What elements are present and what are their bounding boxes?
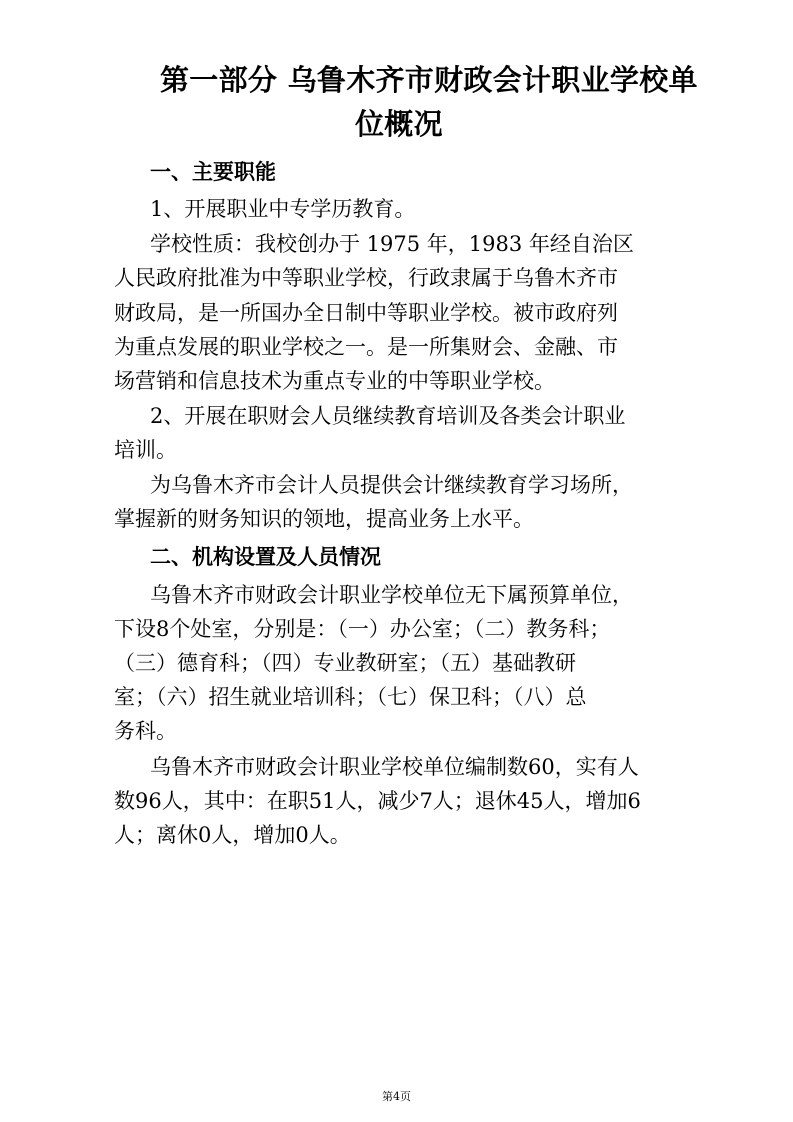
paragraph-line: 人民政府批准为中等职业学校，行政隶属于乌鲁木齐市: [114, 266, 618, 290]
page-title-line-2: 位概况: [355, 107, 443, 141]
paragraph-line: 室；（六）招生就业培训科；（七）保卫科；（八）总: [114, 685, 587, 709]
paragraph-line: 乌鲁木齐市财政会计职业学校单位无下属预算单位，: [150, 583, 633, 607]
paragraph-line: 为重点发展的职业学校之一。是一所集财会、金融、市: [114, 335, 618, 359]
section-heading-functions: 一、主要职能: [150, 160, 276, 184]
paragraph-line: 为乌鲁木齐市会计人员提供会计继续教育学习场所，: [150, 473, 633, 497]
paragraph-line: 数96人，其中：在职51人，减少7人；退休45人，增加6: [114, 789, 641, 813]
section-heading-organization: 二、机构设置及人员情况: [150, 545, 381, 569]
paragraph-line: 财政局，是一所国办全日制中等职业学校。被市政府列: [114, 301, 618, 325]
paragraph-line: （三）德育科；（四）专业教研室；（五）基础教研: [114, 651, 576, 675]
paragraph-line: 培训。: [114, 438, 177, 462]
paragraph-line: 场营销和信息技术为重点专业的中等职业学校。: [114, 369, 555, 393]
paragraph-line: 务科。: [114, 719, 177, 743]
paragraph-line: 下设8个处室，分别是：（一）办公室；（二）教务科；: [114, 617, 611, 641]
paragraph-line: 掌握新的财务知识的领地，提高业务上水平。: [114, 507, 534, 531]
page-number: 第4页: [382, 1090, 411, 1103]
paragraph-line: 2、开展在职财会人员继续教育培训及各类会计职业: [150, 404, 626, 428]
page-title-line-1: 第一部分 乌鲁木齐市财政会计职业学校单: [160, 63, 698, 97]
paragraph-line: 学校性质：我校创办于 1975 年，1983 年经自治区: [150, 232, 634, 256]
paragraph-line: 1、开展职业中专学历教育。: [150, 197, 416, 221]
paragraph-line: 人；离休0人，增加0人。: [114, 823, 351, 847]
paragraph-line: 乌鲁木齐市财政会计职业学校单位编制数60，实有人: [150, 755, 639, 779]
